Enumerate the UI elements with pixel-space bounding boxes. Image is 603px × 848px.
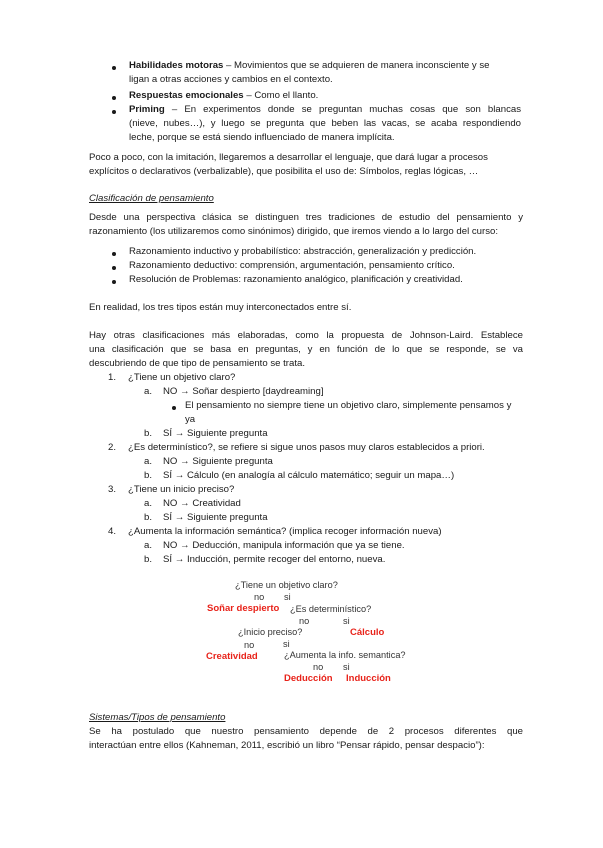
diagram-no-label: no (299, 616, 310, 626)
bullet-text: Como el llanto. (254, 90, 319, 101)
answer-letter: a. (144, 456, 153, 467)
bullet-motor: Habilidades motoras – Movimientos que se adquieren de manera inconsciente y se (129, 60, 490, 71)
section-title: Clasificación de pensamiento (89, 193, 214, 204)
note-text: El pensamiento no siempre tiene un objetivo claro, simplemente pensamos y (185, 400, 512, 411)
bullet-text: En experimentos donde se preguntan muchas cosas que son blancas (184, 104, 521, 115)
paragraph-line: Poco a poco, con la imitación, llegaremos a desarrollar el lenguaje, que dará lugar a procesos (89, 152, 488, 163)
answer-text: NO → Deducción, manipula información que ya se tiene. (163, 540, 405, 551)
list-item: Resolución de Problemas: razonamiento analógico, planificación y creatividad. (129, 274, 463, 285)
answer-text: NO → Siguiente pregunta (163, 456, 273, 467)
answer-letter: b. (144, 428, 153, 439)
diagram-no-label: no (313, 662, 324, 672)
diagram-result-sonar: Soñar despierto (207, 603, 280, 614)
answer-letter: a. (144, 386, 153, 397)
bullet-emotional: Respuestas emocionales – Como el llanto. (129, 90, 319, 101)
question-number: 1. (108, 372, 117, 383)
diagram-question-4: ¿Aumenta la info. semantica? (284, 650, 406, 660)
diagram-result-calculo: Cálculo (350, 627, 385, 638)
diagram-question-3: ¿Inicio preciso? (238, 627, 303, 637)
paragraph-line: interactúan entre ellos (Kahneman, 2011, escribió un libro “Pensar rápido, pensar despacio”): (89, 740, 485, 751)
bullet-dot (112, 66, 116, 70)
paragraph-line: Se ha postulado que nuestro pensamiento depende de 2 procesos diferentes que (89, 726, 523, 737)
note-text: ya (185, 414, 196, 425)
answer-letter: b. (144, 470, 153, 481)
decision-diagram (198, 578, 408, 686)
question-text: ¿Aumenta la información semántica? (implica recoger información nueva) (128, 526, 442, 537)
bullet-dot (112, 110, 116, 114)
answer-letter: a. (144, 540, 153, 551)
paragraph-line: Desde una perspectiva clásica se distinguen tres tradiciones de estudio del pensamiento y (89, 212, 523, 223)
paragraph-line: razonamiento (los utilizaremos como sinónimos) dirigido, que iremos viendo a lo largo del curso: (89, 226, 498, 237)
diagram-si-label: si (343, 662, 350, 672)
bullet-text-cont: leche, porque se está siendo influenciado de manera implícita. (129, 132, 395, 143)
bullet-priming: Priming – En experimentos donde se preguntan muchas cosas que son blancas (129, 104, 521, 115)
answer-text: SÍ → Cálculo (en analogía al cálculo matemático; seguir un mapa…) (163, 470, 455, 481)
diagram-question-2: ¿Es determinístico? (290, 604, 372, 614)
question-number: 2. (108, 442, 117, 453)
diagram-si-label: si (343, 616, 350, 626)
bullet-term: Priming (129, 104, 165, 115)
question-text: ¿Tiene un inicio preciso? (128, 484, 235, 495)
diagram-no-label: no (254, 592, 265, 602)
bullet-dot (112, 96, 116, 100)
bullet-dot (112, 252, 116, 256)
diagram-result-deduccion: Deducción (284, 673, 333, 684)
paragraph-line: Hay otras clasificaciones más elaboradas, como la propuesta de Johnson-Laird. Establece (89, 330, 523, 341)
diagram-si-label: si (283, 639, 290, 649)
list-item: Razonamiento inductivo y probabilístico: abstracción, generalización y predicción. (129, 246, 477, 257)
paragraph-line: En realidad, los tres tipos están muy interconectados entre sí. (89, 302, 352, 313)
diagram-no-label: no (244, 640, 255, 650)
answer-text: SÍ → Inducción, permite recoger del entorno, nueva. (163, 554, 386, 565)
answer-text: SÍ → Siguiente pregunta (163, 512, 268, 523)
list-item: Razonamiento deductivo: comprensión, argumentación, pensamiento crítico. (129, 260, 455, 271)
answer-letter: b. (144, 512, 153, 523)
bullet-dot (112, 266, 116, 270)
diagram-result-induccion: Inducción (346, 673, 391, 684)
section-title: Sistemas/Tipos de pensamiento (89, 712, 226, 723)
bullet-dot (172, 406, 176, 410)
question-text: ¿Es determinístico?, se refiere si sigue unos pasos muy claros establecidos a priori. (128, 442, 485, 453)
answer-letter: b. (144, 554, 153, 565)
paragraph-line: explícitos o declarativos (verbalizable), que posibilita el uso de: Símbolos, reglas lógicas, … (89, 166, 479, 177)
bullet-text: Movimientos que se adquieren de manera inconsciente y se (234, 60, 490, 71)
question-number: 3. (108, 484, 117, 495)
question-number: 4. (108, 526, 117, 537)
answer-text: NO → Soñar despierto [daydreaming] (163, 386, 324, 397)
bullet-text-cont: ligan a otras acciones y cambios en el contexto. (129, 74, 333, 85)
diagram-si-label: si (284, 592, 291, 602)
paragraph-line: una clasificación que se basa en preguntas, y en función de lo que se responde, se va (89, 344, 523, 355)
bullet-term: Habilidades motoras (129, 60, 224, 71)
answer-text: NO → Creatividad (163, 498, 241, 509)
question-text: ¿Tiene un objetivo claro? (128, 372, 236, 383)
answer-letter: a. (144, 498, 153, 509)
bullet-dot (112, 280, 116, 284)
diagram-question-1: ¿Tiene un objetivo claro? (235, 580, 338, 590)
paragraph-line: descubriendo de que tipo de pensamiento se trata. (89, 358, 306, 369)
answer-text: SÍ → Siguiente pregunta (163, 428, 268, 439)
diagram-result-creatividad: Creatividad (206, 651, 258, 662)
bullet-text-cont: (nieve, nubes…), y luego se pregunta que beben las vacas, se acaba respondiendo (129, 118, 521, 129)
bullet-term: Respuestas emocionales (129, 90, 244, 101)
